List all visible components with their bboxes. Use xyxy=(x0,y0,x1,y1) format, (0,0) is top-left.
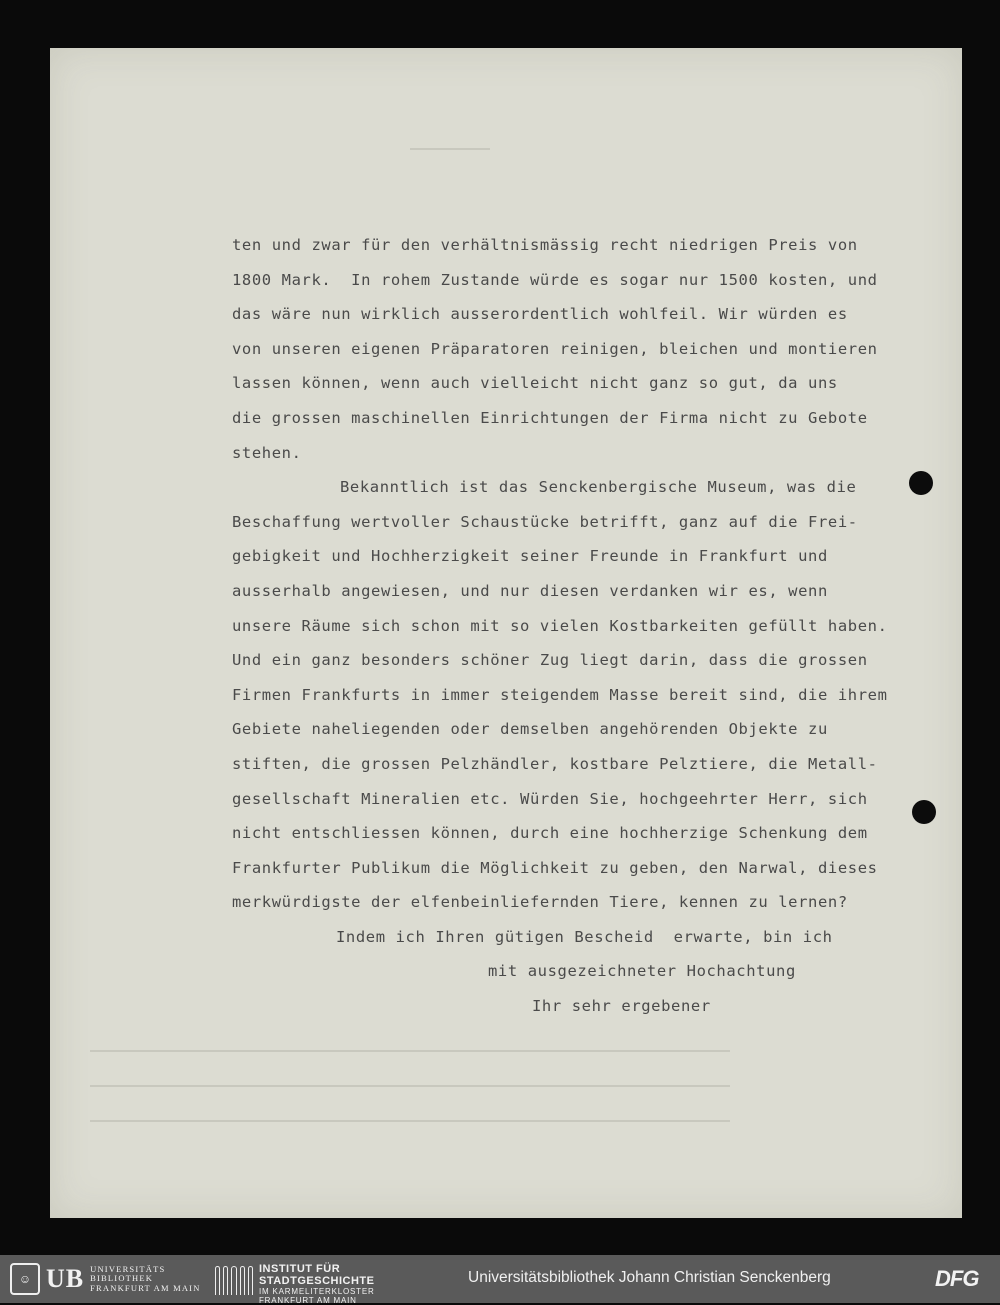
text-line: Firmen Frankfurts in immer steigendem Masse bereit sind, die ihrem xyxy=(232,685,888,704)
text-line: nicht entschliessen können, durch eine hochherzige Schenkung dem xyxy=(232,824,868,843)
viewer-footer xyxy=(0,1255,1000,1303)
arches-icon xyxy=(215,1263,253,1295)
text-line: ten und zwar für den verhältnismässig recht niedrigen Preis von xyxy=(232,236,858,254)
seal-icon: ☺ xyxy=(10,1263,40,1295)
text-line: Frankfurter Publikum die Möglichkeit zu geben, den Narwal, dieses xyxy=(232,858,878,877)
isg-logo[interactable] xyxy=(215,1263,375,1305)
isg-line: STADTGESCHICHTE xyxy=(259,1275,375,1287)
isg-name xyxy=(259,1263,375,1305)
ub-line: UNIVERSITÄTS xyxy=(90,1263,166,1274)
text-line: von unseren eigenen Präparatoren reinigen, bleichen und montieren xyxy=(232,339,878,358)
text-line: Beschaffung wertvoller Schaustücke betrifft, ganz auf die Frei- xyxy=(232,512,858,531)
text-line: merkwürdigste der elfenbeinliefernden Tiere, kennen zu lernen? xyxy=(232,893,848,912)
text-line: ausserhalb angewiesen, und nur diesen verdanken wir es, wenn xyxy=(232,581,828,600)
show-through-trace xyxy=(90,1120,730,1122)
text-line: 1800 Mark. In rohem Zustande würde es sogar nur 1500 kosten, und xyxy=(232,270,878,289)
text-line: stehen. xyxy=(232,443,302,462)
isg-line: FRANKFURT AM MAIN xyxy=(259,1296,357,1305)
letter-body xyxy=(232,228,962,1024)
ub-logo[interactable] xyxy=(10,1265,201,1293)
text-line: die grossen maschinellen Einrichtungen der Firma nicht zu Gebote xyxy=(232,408,868,427)
ub-name xyxy=(90,1265,200,1294)
closing-line: Indem ich Ihren gütigen Bescheid erwarte, bin ich xyxy=(336,927,833,946)
text-line: Und ein ganz besonders schöner Zug liegt darin, dass die grossen xyxy=(232,651,868,670)
text-line: gesellschaft Mineralien etc. Würden Sie, hochgeehrter Herr, sich xyxy=(232,789,868,808)
closing-line: mit ausgezeichneter Hochachtung xyxy=(488,962,796,981)
show-through-trace xyxy=(410,148,490,150)
closing-line: Ihr sehr ergebener xyxy=(532,997,711,1016)
text-line: Gebiete naheliegenden oder demselben angehörenden Objekte zu xyxy=(232,720,828,739)
text-line: unsere Räume sich schon mit so vielen Kostbarkeiten gefüllt haben. xyxy=(232,616,888,635)
text-line: Bekanntlich ist das Senckenbergische Museum, was die xyxy=(340,478,857,497)
institution-name[interactable]: Universitätsbibliothek Johann Christian Senckenberg xyxy=(468,1269,831,1286)
dfg-logo[interactable]: DFG xyxy=(935,1266,979,1291)
text-line: lassen können, wenn auch vielleicht nicht ganz so gut, da uns xyxy=(232,374,838,393)
ub-line: BIBLIOTHEK xyxy=(90,1273,154,1284)
isg-line: INSTITUT FÜR xyxy=(259,1263,341,1275)
text-line: gebigkeit und Hochherzigkeit seiner Freunde in Frankfurt und xyxy=(232,547,828,566)
show-through-trace xyxy=(90,1050,730,1052)
ub-letters: UB xyxy=(46,1264,85,1293)
isg-line: IM KARMELITERKLOSTER xyxy=(259,1287,375,1296)
text-line: das wäre nun wirklich ausserordentlich wohlfeil. Wir würden es xyxy=(232,305,848,324)
ub-line: FRANKFURT AM MAIN xyxy=(90,1282,201,1293)
text-line: stiften, die grossen Pelzhändler, kostbare Pelztiere, die Metall- xyxy=(232,754,878,773)
show-through-trace xyxy=(90,1085,730,1087)
